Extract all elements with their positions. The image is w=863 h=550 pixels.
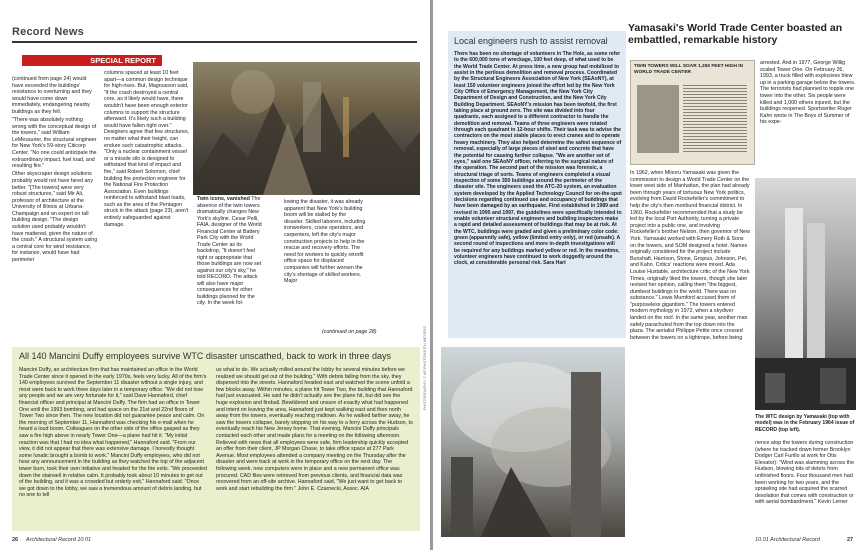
twin-icons-caption (197, 196, 265, 336)
clipping-image (637, 85, 679, 153)
footer-label-left: Architectural Record 10.01 (26, 537, 92, 543)
sidebar-column-1: Mancini Duffy, an architecture firm that has maintained an office in the World Trade Center since it opened in the early 1970s, feels very lucky. All of the firm's 140 employees survived the September 11 disaster without a single injury, and most were back to work three days later in a temporary office. "We did not lose any people and we are very fortunate for it," said Dave Hannaford, chief financial officer and principal at Mancini Duffy. The firm had an office in Tower One until the 1993 bombing, and had space on the 21st and 22nd floors of Tower Two since then. The new location did not guarantee peace and calm. On the morning of September 11, Hannaford was checking his e-mail when he heard a loud boom. Colleagues on the other side of the office gasped as they saw a fire high above in nearly Tower One—a plane had hit it. "My initial reaction was that I had no idea what happened," Hannaford said. "From our view, it did not appear that there was extensive damage. I honestly thought some lunatic brought a bomb to work." Mancini Duffy employees, who did not hear any announcement in the building as they watched the top of the adjacent tower burn, took their own initiative and headed for the fire exits. "We proceeded down the stairwell in relative calm. It probably took about 10 minutes to get out of the building, and it was a crowded but orderly exit," Hannaford said. "Once we got down to the lobby, we saw a tremendous amount of debris landing, but no one to tell (19, 367, 207, 499)
rubble-photo-graphic (193, 62, 420, 195)
model-caption: The WTC design by Yamasaki (top with model) was in the February 1964 issue of RECORD (top left). (755, 414, 855, 433)
yamasaki-headline: Yamasaki's World Trade Center boasted an embattled, remarkable history (628, 22, 843, 46)
photo-credit: PHOTOGRAPHY: © AP PHOTO/KEITH MEYERS (423, 326, 427, 410)
sidebar-column-2: us what to do. We actually milled around the lobby for several minutes before we realized we should get out of the building." With debris falling from the sky, they dispersed into the streets. Hannaford headed east and watched the scene unfold a few blocks away. Within minutes, a plane hit Tower Two, the building that Hannaford had just evacuated. He said he didn't actually see the plane hit, but did see the huge explosion and fireball. Bewildered and unsure of exactly what had happened and intent on leaving the area, Hannaford just kept walking east and then north away from the towers, eventually reaching midtown. As he walked farther away, he saw the towers collapse, barely stopping on his way to a ferry across the Hudson, to eventually reach his New Jersey home. That evening, Mancini Duffy principals contacted each other and made plans for a meeting on the following afternoon. Relieved with news that all employees were safe, firm leadership quickly accepted an offer from their client, JP Morgan Chase, to take office space at 277 Park Avenue. Most employees attended a company meeting on the Thursday after the disaster and were back at work in the temporary office on the next day. The following week, new computers were in place and a new permanent office was procured. CAD files were retrieved from previous clients, and financial data was recovered from an off-site archive. Hannaford said, "We just want to get back to work and start rebuilding the firm." John E. Czarnecki, Assoc. AIA (216, 367, 413, 492)
yamasaki-top-text: arrested. And in 1977, George Willig scaled Tower One. On February 26, 1993, a truck filled with explosives blew up in a parking garage below the towers. The terrorists had planned to topple one tower into the other. Six people were killed and 1,000 others injured, but the buildings reopened. Sportswriter Roger Kahn wrote in The Boys of Summer of his expe- (760, 60, 856, 126)
engineers-sidebar (448, 31, 626, 338)
engineers-text: There has been no shortage of volunteers in The Hole, as some refer to the 600,000 tons of wreckage, 100 feet deep, of what used to be the World Trade Center. At press time, a new group had mobilized to assist in the perilous demolition and removal process. Coordinated by the Structural Engineers Association of New York (SEAoNY), at least 150 volunteer engineers joined the effort led by the New York City Office of Emergency Management, the New York City Department of Design and Construction, and the New York City Building Department. SEAoNY's mission has been twofold, the first taking place at ground zero. The site was divided into four quadrants, each assigned to a different contractor to handle the demolition and removal. Teams of three engineers were rotated through each quadrant in 12-hour shifts. Their task was to advise the contractors on the most stable places to erect cranes and to operate heavy machinery. They also helped determine the safest sequence of removal, especially of large pieces of steel and concrete that have the potential for causing further collapse. "We are another set of eyes," said one SEAoNY officer, referring to the surgical nature of the operation. The second part of the mission was forensic, a structural triage of sorts. Teams of engineers completed a visual inspection of some 350 buildings around the perimeter of the disaster site. The engineers used the ATC-20 system, an evaluation system developed by the Applied Technology Council for on-the-spot decisions regarding continued use and occupancy of buildings that have been damaged by an earthquake. First established in 1989 and revised in 1995 and 1997, the guidelines were specifically intended to enable volunteer structural engineers and building inspectors make a rapid and detailed assessment of buildings that may be at risk. At the WTC, buildings were graded and given a preliminary color code: green (apparently safe), yellow (limited entry only), or red (unsafe). A second round of inspections and more in-depth investigations will be required for any buildings marked yellow or red. In the meantime, volunteer engineers have continued to work doggedly around the clock, at considerable personal risk. Sara Hart (454, 51, 622, 267)
sidebar-headline: All 140 Mancini Duffy employees survive WTC disaster unscathed, back to work in three days (19, 351, 391, 361)
continued-note: (continued on page 28) (322, 329, 377, 335)
article-column-4: lowing the disaster, it was already apparent that New York's building boom will be stalled by the disaster. Skilled laborers, including ironworkers, crane operators, and carpenters, left the city's major construction projects to help in the rescue and recovery efforts. The need for workers to quickly retrofit office space for displaced companies will further worsen the city's shortage of skilled workers. Major (284, 199, 366, 285)
yamasaki-column-2: rience atop the towers during construction (where he tracked down former Brooklyn Dodger Carl Furillo at work for Otis Elevator): "Wind was slamming across the Hudson, blowing bits of debris from unfinished floors. Four thousand men had been working for two years, and the sprawling site had acquired the scarred desolation that comes with construction or with aerial bombardment." Kevin Lerner (755, 440, 855, 506)
yamasaki-model-photo (755, 178, 856, 410)
engineers-headline: Local engineers rush to assist removal (454, 36, 608, 46)
clipping-text-block (683, 85, 747, 153)
ground-zero-photo (193, 62, 420, 195)
model-photo-graphic (755, 178, 856, 410)
smoke-plume-photo (441, 347, 625, 537)
smoke-photo-graphic (441, 347, 625, 537)
mancini-duffy-sidebar (12, 347, 420, 531)
yamasaki-column-1: In 1962, when Minoru Yamasaki was given the commission to design a World Trade Center on the lower west side of Manhattan, the plan had already been through years of tortuous New York politics, evolving from David Rockefeller's commitment to help the city's then moribund financial district. In 1960, Rockefeller recommended that a study be led by the local Port Authority, turning a private project into a public one, and involving Rockefeller's brother Nelson, then governor of New York. Yamasaki worked with Emery Roth & Sons on the towers, and SOM designed a hotel. Names originally considered for the project include Bunshaft, Harrison, Stone, Gropius, Johnson, Pei, and Kahn. Critics' reactions were mixed. Ada Louise Huxtable, architecture critic of the New York Times, originally liked the towers, though she later revised her opinion, calling them "the biggest, dumbest buildings in the world. There was no substance." Lewis Mumford accused them of "purposeless gigantism." The towers entered modern mythology in 1972, when a skydiver landed on the roof. In the same year, another man safely parachuted from the top down into the plaza. The aerialist Philippe Petite once crossed between the towers on a tightrope, before being (630, 170, 750, 341)
special-report-label: SPECIAL REPORT (22, 55, 162, 66)
magazine-clipping (630, 60, 755, 165)
left-page (0, 0, 430, 550)
twin-icons-caption-text: The absence of the twin towers dramatically changes New York's skyline. Cesar Pelli, FAIA, designer of the World Financial Center at Battery Park City with the World Trade Center as its backdrop, "It doesn't feel right or appropriate that those buildings are now set against our city's sky," he told RECORD. The attack will also have major consequences for other buildings planned for the city. In the week fol- (197, 196, 262, 306)
right-page (433, 0, 863, 550)
page-number-right: 27 (847, 537, 854, 543)
article-column-2: columns spaced at least 10 feet apart—a common design technique for high-rises. But, Magnusson said, "if the crash destroyed a central core, as it likely would have, there wouldn't have been enough exterior columns to support the structure afterward. It's likely such a building would have fallen right over." Designers agree that few structures, no matter what their height, can endure such catastrophic attacks. "Only a nuclear containment vessel or a missile silo is designed to withstand that kind of impact and fire," said Robert Solomon, chief building fire protection engineer for the National Fire Protection Association. Even buildings reinforced to withstand blast loads, such as the area of the Pentagon struck in the attack (page 23), aren't entirely safeguarded against damage. (104, 70, 190, 228)
article-column-1 (12, 76, 98, 332)
twin-icons-caption-title: Twin icons, vanished (197, 196, 250, 202)
page-number-left: 26 (12, 537, 19, 543)
section-rule (12, 41, 417, 43)
magazine-headline: TWIN TOWERS WILL SOAR 1,350 FEET HIGH IN WORLD TRADE CENTER (634, 64, 744, 75)
article-paragraph: Other skyscraper design solutions probably would not have fared any better. "[The towers] were very robust structures," said Mir Ali, professor of architecture at the University of Illinois at Urbana-Champaign and an expert on tall building design. "The design solution used probably wouldn't have mattered, given the nature of the crash." A structural system using a central core for wind resistance, for instance, would have had perimeter (12, 171, 98, 264)
footer-label-right: 10.01 Architectural Record (755, 537, 820, 543)
article-paragraph: (continued from page 24) would have exceeded the buildings' resistance to overturning and they would have come down immediately, endangering nearby buildings as they fell. (12, 76, 92, 115)
article-paragraph: "There was absolutely nothing wrong with the conceptual design of the towers," said William LeMessurier, the structural engineer for New York's 59-story Citicorp Center. "No one could anticipate the extraordinary impact, fuel load, and resulting fire." (12, 117, 97, 170)
section-title: Record News (12, 26, 84, 38)
